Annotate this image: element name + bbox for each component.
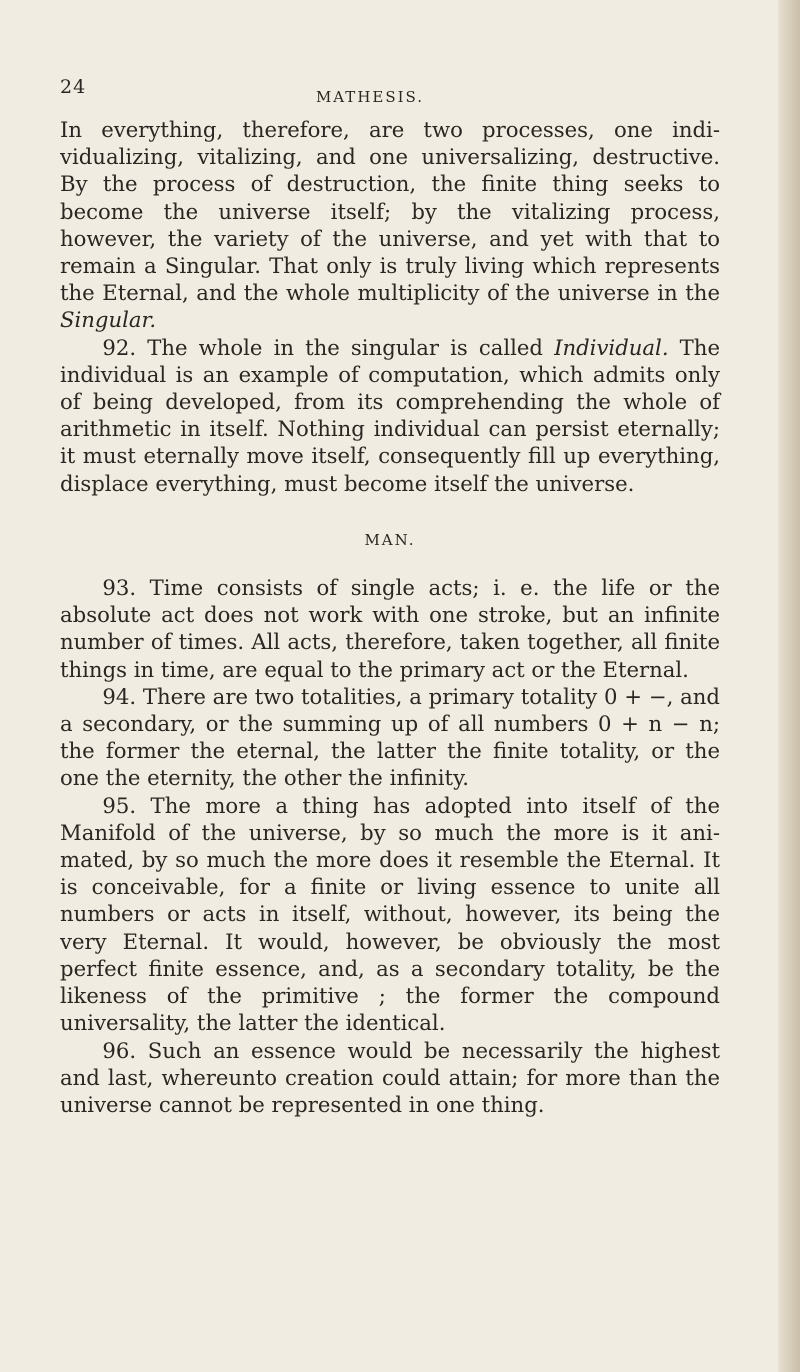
body-text (60, 116, 720, 1118)
paragraph-text: The individual is an example of computation, which admits only of being developed, from its comprehending the whole of arithmetic in itself. Nothing individual can persist eternally; it must eternally move itself, consequently fill up everything, displace everything, must become itself the universe. (60, 334, 720, 496)
emphasis-singular: Singular. (60, 307, 157, 333)
paragraph-94: 94. There are two totalities, a primary totality 0 + −, and a secondary, or the summing up of all numbers 0 + n − n; the former the eternal, the latter the finite totality, or the one the eternity, the other the infinity. (60, 683, 720, 791)
paragraph-93: 93. Time consists of single acts; i. e. the life or the absolute act does not work with one stroke, but an infinite number of times. All acts, therefore, taken together, all finite things in time, are equal to the primary act or the Eternal. (60, 575, 720, 682)
emphasis-individual: Individual. (554, 334, 669, 360)
section-heading: MAN. (364, 530, 416, 549)
paragraph-95: 95. The more a thing has adopted into itself of the Manifold of the universe, by so much the more is it animated, by so much the more does it resemble the Eternal. It is conceivable, for a finite or living essence to unite all numbers or acts in itself, without, however, its being the very Eternal. It would, however, be obviously the most perfect finite essence, and, as a secondary totality, be the likeness of the primitive ; the former the compound universality, the latter the identical. (60, 792, 720, 1036)
paragraph-96: 96. Such an essence would be necessarily the highest and last, whereunto creation could attain; for more than the universe cannot be represented in one thing. (60, 1037, 720, 1117)
page-edge-shadow (778, 0, 800, 1372)
running-title: MATHESIS. (315, 88, 425, 106)
paragraph-continuation (60, 116, 720, 334)
paragraph-text: 92. The whole in the singular is called (102, 334, 555, 360)
page-number: 24 (60, 76, 87, 98)
paragraph-text: In everything, therefore, are two processes, one individualizing, vitalizing, and one universalizing, destructive. By the process of destruction, the finite thing seeks to become the universe itself; by the vitalizing process, however, the variety of the universe, and yet with that to remain a Singular. That only is truly living which represents the Eternal, and the whole multiplicity of the universe in the (60, 117, 720, 306)
paragraph-92 (60, 334, 720, 497)
